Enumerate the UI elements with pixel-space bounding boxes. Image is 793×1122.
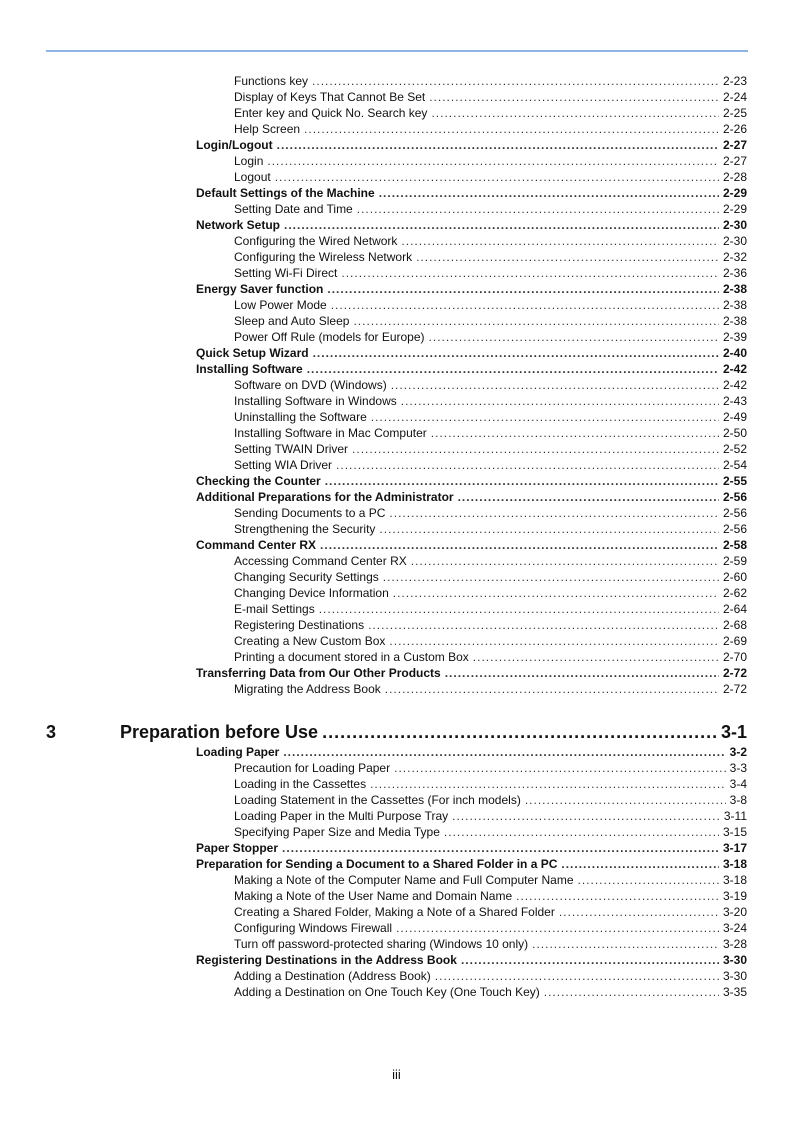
toc-entry-title: Printing a document stored in a Custom Box [234,650,469,664]
toc-leader-dots [431,426,719,440]
toc-entry-page: 3-8 [729,793,747,807]
toc-entry-page: 2-38 [722,298,747,312]
toc-entry-title: Preparation for Sending a Document to a Shared Folder in a PC [196,857,558,871]
toc-entry-title: Configuring Windows Firewall [234,921,393,935]
toc-entry-title: Loading Paper in the Multi Purpose Tray [234,809,449,823]
toc-subsection-entry[interactable] [234,408,747,424]
toc-entry-page: 2-38 [722,314,747,328]
toc-entry-title: Functions key [234,74,309,88]
toc-section-entry[interactable] [196,536,747,552]
chapter-title: Preparation before Use [120,722,319,742]
toc-leader-dots [327,282,719,296]
toc-entry-title: Configuring the Wired Network [234,234,398,248]
toc-entry-page: 3-11 [723,809,747,823]
toc-leader-dots [277,138,719,152]
toc-section-entry[interactable] [196,280,747,296]
toc-leader-dots [319,602,719,616]
toc-entry-title: Sending Documents to a PC [234,506,386,520]
toc-leader-dots [525,793,726,807]
toc-entry-page: 3-18 [722,857,747,871]
toc-subsection-entry[interactable] [234,376,747,392]
toc-entry-page: 2-68 [722,618,747,632]
toc-entry-title: Adding a Destination (Address Book) [234,969,431,983]
toc-subsection-entry[interactable] [234,887,747,903]
toc-subsection-entry[interactable] [234,983,747,999]
toc-entry-page: 2-60 [722,570,747,584]
toc-leader-dots [336,458,719,472]
toc-section-entry[interactable] [196,216,747,232]
toc-subsection-entry[interactable] [234,456,747,472]
toc-entry-title: Help Screen [234,122,301,136]
toc-entry-title: Network Setup [196,218,281,232]
toc-section-entry[interactable] [196,743,747,759]
toc-subsection-entry[interactable] [234,616,747,632]
toc-subsection-entry[interactable] [234,759,747,775]
toc-section-entry[interactable] [196,344,747,360]
toc-subsection-entry[interactable] [234,823,747,839]
toc-leader-dots [357,202,719,216]
toc-leader-dots [461,953,719,967]
toc-leader-dots [401,234,719,248]
toc-entry-title: Configuring the Wireless Network [234,250,413,264]
toc-entry-title: Additional Preparations for the Administrator [196,490,454,504]
toc-subsection-entry[interactable] [234,584,747,600]
toc-leader-dots [307,362,719,376]
toc-subsection-entry[interactable] [234,903,747,919]
toc-section-entry[interactable] [196,951,747,967]
toc-entry-page: 3-30 [722,969,747,983]
toc-entry-page: 3-3 [729,761,747,775]
toc-subsection-entry[interactable] [234,504,747,520]
toc-section-entry[interactable] [196,136,747,152]
toc-entry-page: 2-59 [722,554,747,568]
toc-entry-title: Command Center RX [196,538,317,552]
toc-entry-title: Low Power Mode [234,298,327,312]
toc-subsection-entry[interactable] [234,296,747,312]
toc-entry-title: Installing Software in Mac Computer [234,426,427,440]
toc-subsection-entry[interactable] [234,919,747,935]
toc-entry-title: Specifying Paper Size and Media Type [234,825,440,839]
toc-leader-dots [325,474,719,488]
toc-entry-page: 3-30 [722,953,747,967]
toc-entry-page: 3-2 [729,745,747,759]
toc-subsection-entry[interactable] [234,648,747,664]
toc-entry-page: 2-72 [722,666,747,680]
toc-entry-title: Sleep and Auto Sleep [234,314,350,328]
header-rule [46,50,748,52]
toc-entry-title: Display of Keys That Cannot Be Set [234,90,426,104]
toc-leader-dots [429,90,719,104]
toc-section-entry[interactable] [196,472,747,488]
toc-section-entry[interactable] [196,360,747,376]
toc-entry-page: 2-42 [722,378,747,392]
toc-subsection-entry[interactable] [234,264,747,280]
toc-leader-dots [444,825,719,839]
toc-leader-dots [435,969,719,983]
toc-entry-page: 2-52 [722,442,747,456]
toc-leader-dots [331,298,719,312]
toc-entry-page: 3-20 [722,905,747,919]
toc-subsection-entry[interactable] [234,328,747,344]
toc-subsection-entry[interactable] [234,552,747,568]
toc-entry-title: Migrating the Address Book [234,682,381,696]
toc-leader-dots [429,330,719,344]
toc-leader-dots [320,538,719,552]
toc-subsection-entry[interactable] [234,88,747,104]
toc-entry-title: Enter key and Quick No. Search key [234,106,428,120]
toc-entry-page: 2-36 [722,266,747,280]
toc-entry-page: 3-15 [722,825,747,839]
toc-leader-dots [394,761,726,775]
toc-entry-title: Setting Wi-Fi Direct [234,266,338,280]
toc-entry-page: 2-50 [722,426,747,440]
toc-entry-page: 2-42 [722,362,747,376]
toc-entry-page: 2-55 [722,474,747,488]
toc-leader-dots [389,506,719,520]
page-number: iii [392,1067,401,1082]
toc-subsection-entry[interactable] [234,152,747,168]
toc-leader-dots [416,250,719,264]
toc-entry-title: E-mail Settings [234,602,315,616]
toc-entry-page: 2-28 [722,170,747,184]
toc-entry-page: 2-43 [722,394,747,408]
toc-section-entry[interactable] [196,664,747,680]
toc-leader-dots [578,873,719,887]
toc-section-entry[interactable] [196,839,747,855]
toc-subsection-entry[interactable] [234,104,747,120]
toc-subsection-entry[interactable] [234,248,747,264]
toc-entry-title: Loading in the Cassettes [234,777,367,791]
toc-entry-title: Registering Destinations [234,618,365,632]
toc-subsection-entry[interactable] [234,200,747,216]
toc-subsection-entry[interactable] [234,168,747,184]
chapter-page: 3-1 [720,722,747,742]
chapter-heading[interactable] [46,719,747,743]
toc-leader-dots [379,522,719,536]
toc-entry-page: 2-70 [722,650,747,664]
toc-leader-dots [379,186,719,200]
toc-entry-title: Creating a Shared Folder, Making a Note of a Shared Folder [234,905,555,919]
toc-section-entry[interactable] [196,184,747,200]
toc-entry-page: 2-56 [722,506,747,520]
toc-entry-title: Installing Software [196,362,303,376]
toc-entry-page: 2-56 [722,490,747,504]
chapter-leader-dots [322,722,717,743]
toc-entry-page: 2-64 [722,602,747,616]
toc-entry-title: Paper Stopper [196,841,279,855]
toc-leader-dots [516,889,719,903]
toc-subsection-entry[interactable] [234,440,747,456]
toc-leader-dots [452,809,720,823]
toc-subsection-entry[interactable] [234,424,747,440]
toc-entry-title: Setting Date and Time [234,202,353,216]
toc-leader-dots [383,570,719,584]
toc-entry-page: 2-62 [722,586,747,600]
toc-entry-page: 3-35 [722,985,747,999]
toc-entry-title: Quick Setup Wizard [196,346,309,360]
toc-entry-page: 2-39 [722,330,747,344]
toc-subsection-entry[interactable] [234,967,747,983]
toc-entry-title: Default Settings of the Machine [196,186,375,200]
toc-leader-dots [304,122,719,136]
toc-entry-title: Changing Device Information [234,586,389,600]
toc-subsection-entry[interactable] [234,232,747,248]
toc-entry-page: 3-18 [722,873,747,887]
toc-entry-page: 2-27 [722,154,747,168]
toc-entry-page: 2-38 [722,282,747,296]
toc-subsection-entry[interactable] [234,72,747,88]
toc-leader-dots [532,937,719,951]
toc-entry-page: 2-25 [722,106,747,120]
toc-leader-dots [353,314,719,328]
toc-entry-title: Making a Note of the Computer Name and Full Computer Name [234,873,574,887]
toc-leader-dots [431,106,719,120]
toc-entry-title: Energy Saver function [196,282,324,296]
toc-entry-title: Setting TWAIN Driver [234,442,349,456]
toc-entry-title: Installing Software in Windows [234,394,397,408]
toc-entry-title: Login/Logout [196,138,273,152]
toc-entry-title: Loading Statement in the Cassettes (For inch models) [234,793,521,807]
toc-entry-page: 2-72 [722,682,747,696]
toc-entry-title: Strengthening the Security [234,522,376,536]
toc-leader-dots [559,905,719,919]
toc-entry-page: 2-58 [722,538,747,552]
toc-subsection-entry[interactable] [234,775,747,791]
toc-leader-dots [458,490,719,504]
toc-entry-page: 2-30 [722,234,747,248]
toc-subsection-entry[interactable] [234,392,747,408]
toc-leader-dots [411,554,719,568]
toc-entry-title: Power Off Rule (models for Europe) [234,330,425,344]
toc-subsection-entry[interactable] [234,935,747,951]
toc-entry-page: 2-32 [722,250,747,264]
toc-leader-dots [391,378,719,392]
toc-leader-dots [445,666,719,680]
toc-leader-dots [341,266,719,280]
toc-subsection-entry[interactable] [234,680,747,696]
toc-entry-page: 3-24 [722,921,747,935]
toc-entry-title: Making a Note of the User Name and Domain Name [234,889,513,903]
toc-subsection-entry[interactable] [234,568,747,584]
toc-leader-dots [283,745,725,759]
toc-section-entry[interactable] [196,855,747,871]
toc-entry-page: 2-27 [722,138,747,152]
toc-leader-dots [282,841,719,855]
toc-entry-page: 3-28 [722,937,747,951]
toc-entry-page: 2-23 [722,74,747,88]
toc-subsection-entry[interactable] [234,312,747,328]
chapter-number: 3 [46,722,57,742]
toc-entry-page: 2-26 [722,122,747,136]
toc-entry-title: Checking the Counter [196,474,321,488]
toc-subsection-entry[interactable] [234,520,747,536]
toc-entry-title: Loading Paper [196,745,280,759]
toc-subsection-entry[interactable] [234,600,747,616]
toc-entry-page: 2-29 [722,186,747,200]
toc-entry-page: 3-4 [729,777,747,791]
toc-entry-title: Turn off password-protected sharing (Windows 10 only) [234,937,529,951]
toc-entry-page: 2-56 [722,522,747,536]
toc-entry-title: Logout [234,170,271,184]
toc-entry-page: 2-30 [722,218,747,232]
toc-entry-title: Changing Security Settings [234,570,379,584]
toc-subsection-entry[interactable] [234,120,747,136]
toc-entry-page: 2-40 [722,346,747,360]
toc-entry-title: Adding a Destination on One Touch Key (One Touch Key) [234,985,540,999]
toc-leader-dots [396,921,719,935]
toc-entry-page: 3-19 [722,889,747,903]
toc-leader-dots [368,618,719,632]
toc-subsection-entry[interactable] [234,632,747,648]
toc-entry-page: 2-49 [722,410,747,424]
toc-entry-page: 2-29 [722,202,747,216]
toc-subsection-entry[interactable] [234,791,747,807]
toc-leader-dots [313,346,719,360]
toc-entry-title: Setting WIA Driver [234,458,333,472]
toc-entry-title: Transferring Data from Our Other Products [196,666,441,680]
toc-section-entry[interactable] [196,488,747,504]
toc-leader-dots [393,586,719,600]
toc-entry-page: 2-24 [722,90,747,104]
toc-entry-title: Accessing Command Center RX [234,554,407,568]
toc-leader-dots [401,394,719,408]
toc-entry-title: Software on DVD (Windows) [234,378,387,392]
toc-entry-title: Uninstalling the Software [234,410,367,424]
toc-entry-title: Registering Destinations in the Address Book [196,953,457,967]
toc-leader-dots [370,777,726,791]
toc-leader-dots [275,170,719,184]
toc-entry-page: 3-17 [722,841,747,855]
toc-leader-dots [352,442,719,456]
toc-entry-page: 2-69 [722,634,747,648]
toc-leader-dots [389,634,719,648]
toc-leader-dots [544,985,719,999]
toc-leader-dots [385,682,719,696]
toc-leader-dots [473,650,719,664]
toc-entry-title: Login [234,154,264,168]
toc-leader-dots [267,154,719,168]
toc-entry-title: Precaution for Loading Paper [234,761,391,775]
toc-leader-dots [561,857,719,871]
toc-entry-title: Creating a New Custom Box [234,634,386,648]
toc-subsection-entry[interactable] [234,871,747,887]
toc-entry-page: 2-54 [722,458,747,472]
toc-leader-dots [312,74,719,88]
toc-leader-dots [371,410,719,424]
toc-leader-dots [284,218,719,232]
toc-subsection-entry[interactable] [234,807,747,823]
